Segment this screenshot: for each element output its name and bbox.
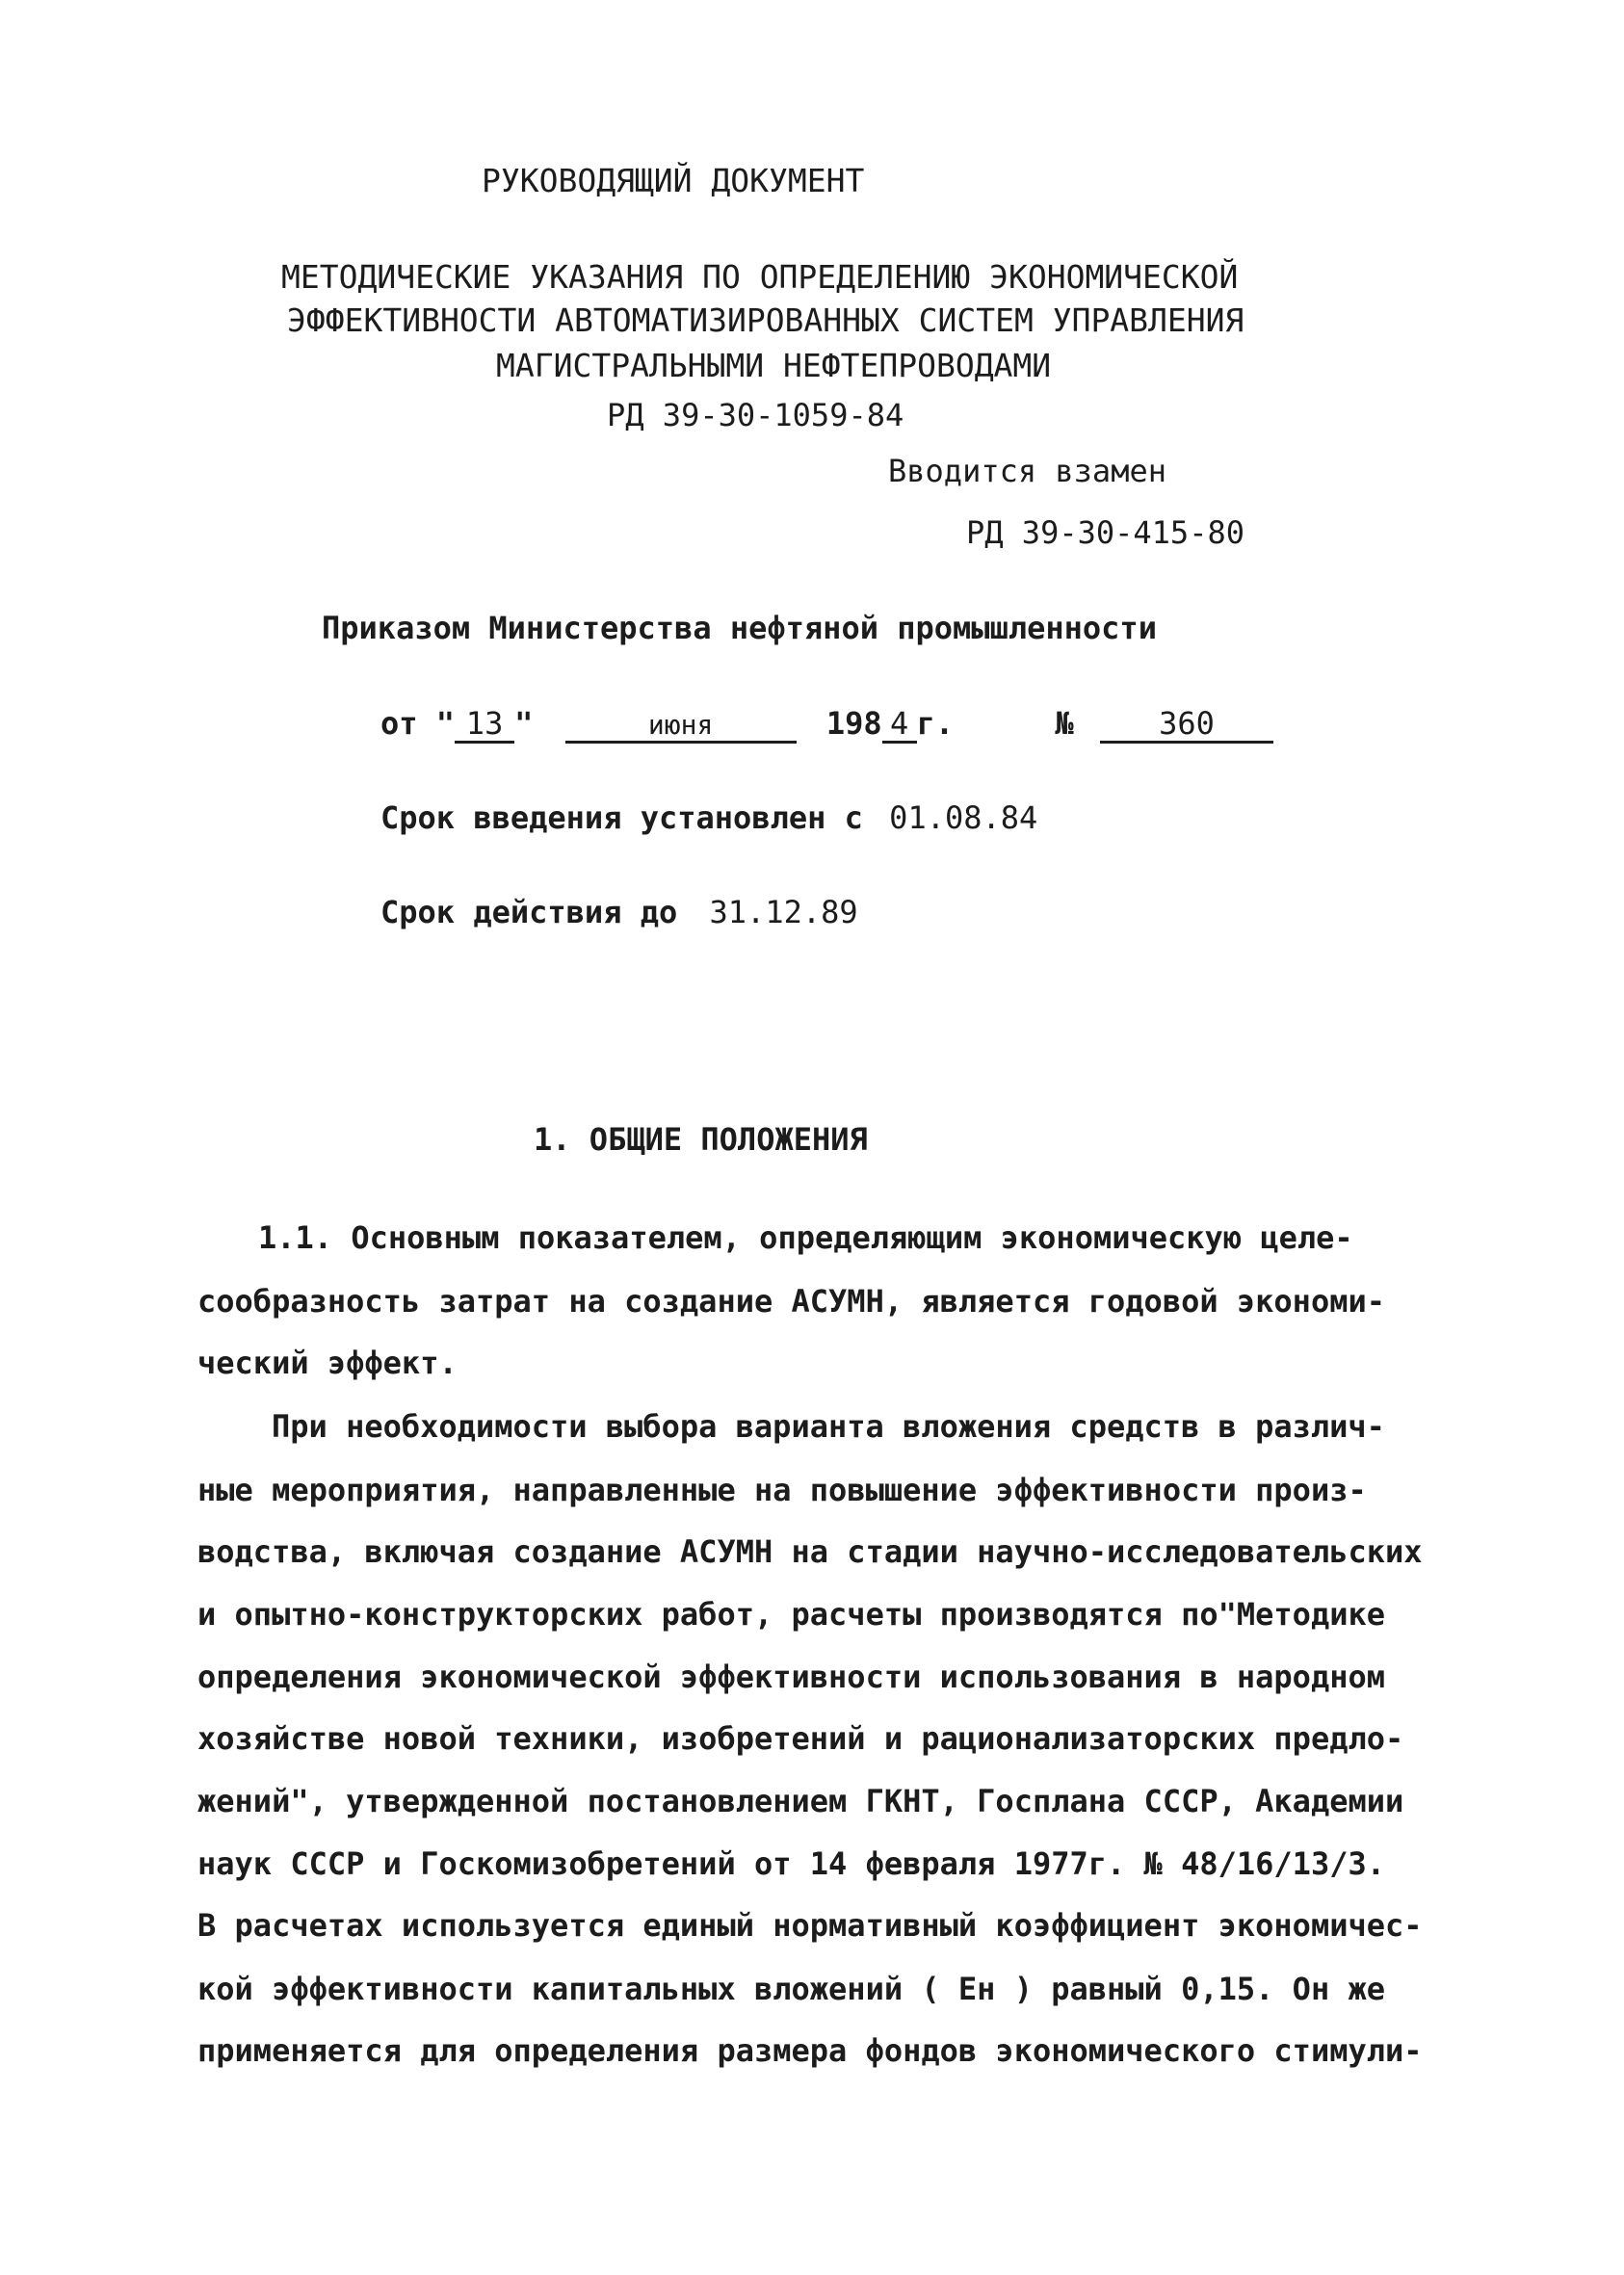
intro-date-line <box>380 799 1037 836</box>
body-line-3: ческий эффект. <box>197 1345 458 1381</box>
body-line-4: При необходимости выбора варианта вложения средств в различ- <box>272 1408 1385 1445</box>
order-day-close-quote: " <box>514 705 534 742</box>
title-line-1: МЕТОДИЧЕСКИЕ УКАЗАНИЯ ПО ОПРЕДЕЛЕНИЮ ЭКОНОМИЧЕСКОЙ <box>281 258 1239 296</box>
body-line-9: хозяйстве новой техники, изобретений и рационализаторских предло- <box>197 1720 1404 1757</box>
order-number: 360 <box>1100 708 1273 744</box>
valid-date-label: Срок действия до <box>380 894 678 930</box>
order-month: июня <box>565 712 797 744</box>
body-line-13: кой эффективности капитальных вложений ( Ен ) равный 0,15. Он же <box>197 1971 1385 2007</box>
title-line-3: МАГИСТРАЛЬНЫМИ НЕФТЕПРОВОДАМИ <box>496 347 1052 384</box>
body-line-5: ные мероприятия, направленные на повышение эффективности произ- <box>197 1472 1367 1508</box>
body-line-14: применяется для определения размера фондов экономического стимули- <box>197 2032 1423 2069</box>
intro-date-value: 01.08.84 <box>889 799 1038 836</box>
title-line-2: ЭФФЕКТИВНОСТИ АВТОМАТИЗИРОВАННЫХ СИСТЕМ УПРАВЛЕНИЯ <box>287 301 1244 339</box>
intro-date-label: Срок введения установлен с <box>380 799 863 836</box>
body-line-6: водства, включая создание АСУМН на стадии научно-исследовательских <box>197 1533 1423 1570</box>
replaces-code: РД 39-30-415-80 <box>966 514 1244 551</box>
order-year-suffix: 4 <box>882 708 917 744</box>
body-line-12: В расчетах используется единый нормативный коэффициент экономичес- <box>197 1907 1423 1944</box>
order-from-label: от <box>380 705 418 742</box>
order-number-sign: № <box>1055 705 1074 742</box>
order-year-unit: г. <box>916 705 955 742</box>
order-day-open-quote: " <box>435 705 456 742</box>
body-line-2: сообразность затрат на создание АСУМН, является годовой экономи- <box>197 1283 1385 1320</box>
replaces-label: Вводится взамен <box>888 453 1166 489</box>
body-line-10: жений", утвержденной постановлением ГКНТ, Госплана СССР, Академии <box>197 1783 1404 1819</box>
section-title: 1. ОБЩИЕ ПОЛОЖЕНИЯ <box>534 1121 868 1158</box>
body-line-11: наук СССР и Госкомизобретений от 14 февраля 1977г. № 48/16/13/3. <box>197 1845 1385 1882</box>
body-line-1: 1.1. Основным показателем, определяющим экономическую целе- <box>258 1219 1353 1256</box>
order-text: Приказом Министерства нефтяной промышленности <box>322 610 1157 646</box>
order-day: 13 <box>455 708 514 744</box>
order-date-line <box>380 705 1273 744</box>
order-year-prefix: 198 <box>825 705 882 742</box>
valid-date-value: 31.12.89 <box>709 894 858 930</box>
body-line-7: и опытно-конструкторских работ, расчеты производятся по"Методике <box>197 1596 1385 1633</box>
body-line-8: определения экономической эффективности использования в народном <box>197 1659 1385 1695</box>
doc-code: РД 39-30-1059-84 <box>607 397 904 433</box>
doc-type: РУКОВОДЯЩИЙ ДОКУМЕНТ <box>482 162 865 199</box>
valid-date-line <box>380 894 858 930</box>
